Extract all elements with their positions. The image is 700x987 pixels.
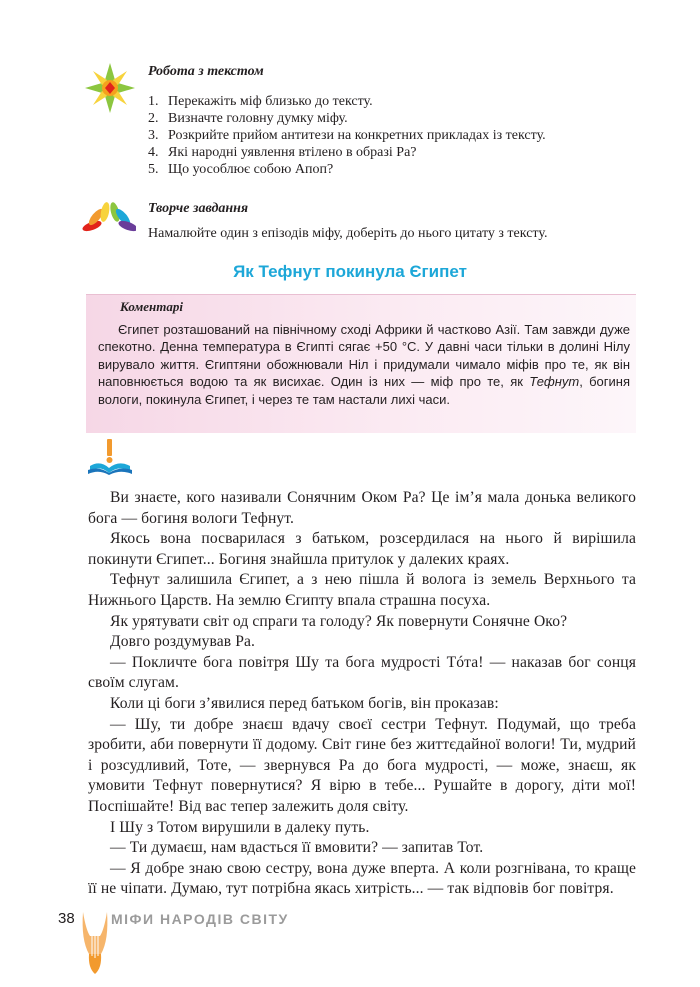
story-paragraph: Як урятувати світ од спраги та голоду? Як повернути Сонячне Око? bbox=[110, 612, 568, 630]
story-paragraph: — Я добре знаю свою сестру, вона дуже вперта. А коли розгнівана, то краще її не чіпати. Думаю, тут потрібна якась хитрість... — так відповів бог повітря. bbox=[88, 859, 636, 898]
palette-fan-icon bbox=[82, 196, 136, 243]
star-icon bbox=[84, 62, 136, 119]
creative-section-title: Творче завдання bbox=[148, 201, 249, 216]
commentary-text: Єгипет розташований на північному сході Африки й частково Азії. Там завжди дуже спекотно. Денна температура в Єгипті сягає +50 °С. У давні часи тільки в долині Нілу вирувало життя. Єгиптяни обожнювали Ніл і придумали чимало міфів про те, як він наповнюється водою та як висихає. Один із них — міф про те, як Тефнут, богиня вологи, покинула Єгипет, і через те там настали лихі часи. bbox=[98, 322, 631, 407]
story-paragraph: Ви знаєте, кого називали Сонячним Оком Ра? Це ім’я мала донька великого бога — богиня вологи Тефнут. bbox=[88, 489, 636, 527]
story-text bbox=[88, 488, 636, 900]
list-item: 1. Перекажіть міф близько до тексту. bbox=[148, 94, 373, 109]
story-title: Як Тефнут покинула Єгипет bbox=[233, 262, 467, 281]
work-section-title: Робота з текстом bbox=[148, 64, 264, 79]
lyre-icon bbox=[80, 906, 110, 981]
story-paragraph: Коли ці боги з’явилися перед батьком богів, він проказав: bbox=[110, 694, 499, 712]
story-paragraph: І Шу з Тотом вирушили в далеку путь. bbox=[110, 818, 370, 836]
story-paragraph: — Шу, ти добре знаєш вдачу своєї сестри Тефнут. Подумай, що треба зробити, аби повернути її додому. Світ гине без життєдайної вологи! Ти, мудрий і розсудливий, Тоте, — звернувся Ра до бога мудрості, — може, знаєш, як умовити Тефнут повернутися? Я вірю в тебе... Рушайте в дорогу, діти мої! Поспішайте! Від вас тепер залежить доля світу. bbox=[88, 715, 636, 815]
story-paragraph: — Покличте бога повітря Шу та бога мудрості Тóта! — наказав бог сонця своїм слугам. bbox=[88, 653, 636, 692]
list-item: 4. Які народні уявлення втілено в образі Ра? bbox=[148, 145, 417, 160]
page-number: 38 bbox=[58, 910, 75, 927]
task-list bbox=[148, 93, 628, 178]
commentary-title: Коментарі bbox=[120, 299, 183, 314]
story-paragraph: — Ти думаєш, нам вдасться її вмовити? — запитав Тот. bbox=[110, 839, 484, 857]
book-title: МІФИ НАРОДІВ СВІТУ bbox=[111, 911, 289, 927]
open-book-icon bbox=[86, 438, 134, 481]
story-paragraph: Тефнут залишила Єгипет, а з нею пішла й волога із земель Верхнього та Нижнього Царств. На землю Єгипту впала страшна посуха. bbox=[88, 571, 636, 609]
creative-task-text: Намалюйте один з епізодів міфу, доберіть до нього цитату з тексту. bbox=[148, 226, 548, 241]
list-item: 2. Визначте головну думку міфу. bbox=[148, 111, 348, 126]
list-item: 3. Розкрийте прийом антитези на конкретних прикладах із тексту. bbox=[148, 128, 546, 143]
story-paragraph: Якось вона посварилася з батьком, розсердилася на нього й вирішила покинути Єгипет... Богиня знайшла притулок у далеких краях. bbox=[88, 530, 636, 568]
list-item: 5. Що уособлює собою Апоп? bbox=[148, 162, 334, 177]
story-paragraph: Довго роздумував Ра. bbox=[110, 633, 255, 651]
